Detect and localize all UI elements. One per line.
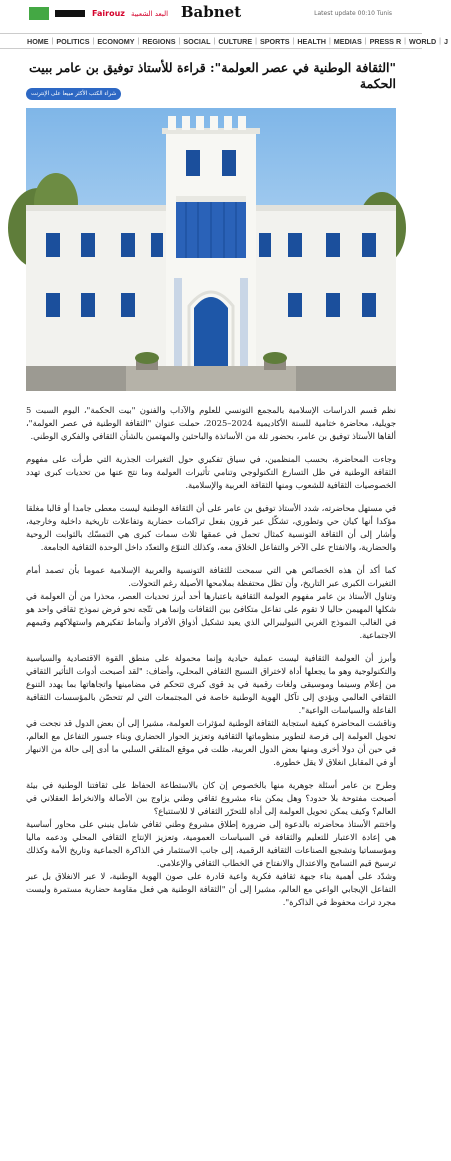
nav-item-press-review[interactable]: PRESS R <box>369 36 402 46</box>
nav-item-medias[interactable]: MEDIAS <box>333 36 362 46</box>
article-title: "الثقافة الوطنية في عصر العولمة": قراءة للأستاذ توفيق بن عامر ببيت الحكمة <box>29 60 396 91</box>
site-logo[interactable]: Babnet <box>180 3 242 21</box>
nav-separator: | <box>328 37 331 45</box>
nav-separator: | <box>178 37 181 45</box>
nav-item-sports[interactable]: SPORTS <box>259 36 290 46</box>
ticker-progress-bar <box>55 10 85 17</box>
article-paragraph: وشدّد على أهمية بناء جبهة ثقافية فكرية واعية قادرة على صون الهوية الوطنية، لا عبر الانغلاق بل عبر التفاعل الإيجابي الواعي مع العالم، مشيرا إلى أن "الثقافة الوطنية هي فعل مقاومة حضارية مستمرة وليست مجرد تراث محفوظ في الذاكرة". <box>26 871 396 907</box>
nav-item-economy[interactable]: ECONOMY <box>97 36 135 46</box>
last-update: Latest update 00:10 Tunis <box>314 10 392 17</box>
article-paragraph: نظم قسم الدراسات الإسلامية بالمجمع التونسي للعلوم والآداب والفنون "بيت الحكمة"، اليوم السبت 5 جويلية، محاضرة ختامية للسنة الأكاديمية 2024–2025، حملت عنوان "الثقافة الوطنية في عصر العولمة"، ألقاها الأستاذ توفيق بن عامر، بحضور ثلة من الأساتذة والباحثين والمهتمين بالشأن الثقافي والفكري الوطني. <box>26 405 396 441</box>
top-bar <box>0 0 422 30</box>
nav-separator: | <box>137 37 140 45</box>
main-nav <box>0 33 448 49</box>
nav-item-j[interactable]: J <box>443 36 448 46</box>
nav-separator: | <box>404 37 406 45</box>
nav-item-health[interactable]: HEALTH <box>297 36 326 46</box>
nav-separator: | <box>213 37 216 45</box>
nav-separator: | <box>51 37 54 45</box>
nav-item-politics[interactable]: POLITICS <box>56 36 90 46</box>
news-ticker[interactable] <box>26 7 181 20</box>
article-paragraph: وأبرز أن العولمة الثقافية ليست عملية حيادية وإنما محمولة على منطق القوة الاقتصادية والسياسية والتكنولوجية وهو ما يجعلها أداة لاختراق النسيج الثقافي المحلي، وأضاف: "لقد أصبحت أدوات التأثير الثقافي من إعلام وسينما وموسيقى ولغات رقمية في يد قوى كبرى تتحكم في مضامينها واتجاهاتها بما يهدد التنوع الثقافي العالمي ويؤدي إلى تآكل الهوية الوطنية خاصة في المجتمعات التي لم تتحصّن بالمؤسسات الثقافية الفاعلة والسياسات الواعية". <box>26 653 396 715</box>
article-paragraph: واختتم الأستاذ محاضرته بالدعوة إلى ضرورة إطلاق مشروع وطني ثقافي شامل ينبني على محاور أساسية هي إعادة الاعتبار للتعليم والثقافة في السياسات العمومية، وتعزيز الإنتاج الثقافي المحلي ودعمه ماليا ومؤسساتيا وتشجيع الصناعات الثقافية الرقمية، إلى جانب الاستثمار في الذاكرة الجماعية وتاريخ الأمة وكذلك ترسيخ قيم التسامح والاعتدال والانفتاح في الخطاب الثقافي والإعلامي. <box>26 819 396 868</box>
nav-separator: | <box>364 37 367 45</box>
article-paragraph: وتناول الأستاذ بن عامر مفهوم العولمة الثقافية باعتبارها أحد أبرز تحديات العصر، محذرا من أن العولمة في شكلها المهيمن حاليا لا تقوم على تفاعل متكافئ بين الثقافات وإنما هي تتّجه نحو فرض نموذج ثقافي واحد هو في الغالب النموذج الغربي النيوليبرالي الذي يعيد تشكيل أذواق الأفراد وأنماط تفكيرهم واستهلاكهم وقيمهم الاجتماعية. <box>26 591 396 640</box>
flag-icon <box>26 7 52 20</box>
bestseller-books-badge[interactable]: شراء الكتب الأكثر مبيعا على الإنترنت <box>26 88 121 100</box>
article-paragraph: وطرح بن عامر أسئلة جوهرية منها بالخصوص إن كان بالاستطاعة الحفاظ على ثقافتنا الوطنية في بيئة أصبحت مفتوحة بلا حدود؟ وهل يمكن بناء مشروع ثقافي وطني يزاوج بين الأصالة والانخراط العقلاني في العالم؟ وكيف يمكن تحويل العولمة إلى أداة للتحرّر الثقافي لا للاستتباع؟ <box>26 780 396 816</box>
ticker-source[interactable]: Fairouz <box>92 9 125 18</box>
ticker-headline[interactable]: البعد الشعبية <box>130 9 169 18</box>
nav-item-regions[interactable]: REGIONS <box>142 36 176 46</box>
article-body <box>26 404 396 919</box>
building-illustration <box>26 108 396 391</box>
article-image <box>26 108 396 391</box>
article-paragraph: كما أكد أن هذه الخصائص هي التي سمحت للثقافة التونسية والعربية الإسلامية عموما بأن تصمد أمام التغيرات الكبرى عبر التاريخ، وأن تظل محتفظة بملامحها الأصيلة رغم التحولات. <box>26 565 396 588</box>
nav-separator: | <box>92 37 95 45</box>
article-paragraph: وناقشت المحاضرة كيفية استجابة الثقافة الوطنية لمؤثرات العولمة، مشيرا إلى أن بعض الدول قد نجحت في تحويل العولمة إلى فرصة لتطوير منظوماتها الثقافية وتعزيز الحوار الحضاري وبناء جسور التفاعل مع العالم، في حين أن دولا أخرى ومنها بعض الدول العربية، ظلت في موقع المتلقي السلبي ما أدى إلى حالة من الانبهار أو في المقابل انغلاق لا يقل خطورة. <box>26 718 396 767</box>
article-paragraph: في مستهل محاضرته، شدد الأستاذ توفيق بن عامر على أن الثقافة الوطنية ليست معطى جامدا أو قالبا مغلقا مؤكدا أنها كيان حي وتطوري، تشكّل عبر قرون بفعل تراكمات حضارية وتفاعلات تاريخية داخلية وخارجية، وأشار إلى أن الثقافة التونسية كمثال تحمل في عمقها ثلاث سمات كبرى هي التمسّك بالثوابت الروحية والحضارية، والانفتاح على الآخر والتفاعل الخلاق معه، وكذلك التنوّع والتعدّد داخل الوحدة الثقافية الجامعة. <box>26 503 396 552</box>
nav-item-home[interactable]: HOME <box>27 36 49 46</box>
nav-separator: | <box>255 37 257 45</box>
nav-item-social[interactable]: SOCIAL <box>183 36 211 46</box>
article-paragraph: وجاءت المحاضرة، بحسب المنظمين، في سياق تفكيري حول التغيرات الجذرية التي طرأت على مفهوم الثقافة الوطنية في ظل التسارع التكنولوجي وتنامي تأثيرات العولمة وما نتج عنها من تحديات كبرى تهدد الخصوصيات الثقافية للشعوب ومنها الثقافة العربية والإسلامية. <box>26 454 396 490</box>
nav-separator: | <box>439 37 441 45</box>
nav-separator: | <box>292 37 295 45</box>
nav-item-world[interactable]: WORLD <box>408 36 437 46</box>
nav-item-culture[interactable]: CULTURE <box>218 36 253 46</box>
